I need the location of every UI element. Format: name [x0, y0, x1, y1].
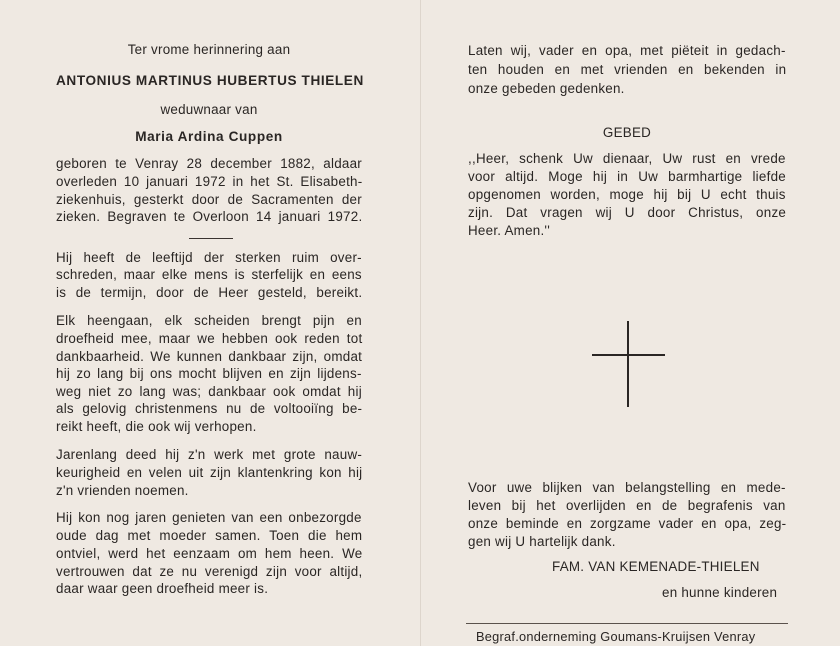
intro-line: Ter vrome herinnering aan: [127, 42, 291, 57]
bio-line: zieken. Begraven te Overloon 14 januari 1972.: [56, 209, 363, 224]
paragraph-line: vertrouwen dat ze nu verenigd zijn voor altijd,: [56, 564, 363, 579]
paragraph-line: als gelovig christenmens nu de voltooiïng be-: [56, 401, 363, 416]
thanks-line: leven bij het overlijden en de begrafenis van: [468, 498, 786, 513]
card-fold: [420, 0, 421, 646]
prayer-line: ,,Heer, schenk Uw dienaar, Uw rust en vrede: [468, 151, 786, 166]
paragraph-line: is de termijn, door de Heer gesteld, bereikt.: [56, 285, 363, 300]
footer-divider: [466, 623, 788, 624]
paragraph-line: reikt heeft, die ook wij verhopen.: [56, 419, 257, 434]
undertaker-line: Begraf.onderneming Goumans-Kruijsen Venray: [476, 629, 756, 644]
paragraph-line: ten houden en met vrienden en bekenden in: [468, 62, 787, 77]
paragraph-line: droefheid mee, maar we hebben ook reden tot: [56, 331, 363, 346]
prayer-line: zijn. Dat vragen wij U door Christus, onze: [468, 205, 787, 220]
paragraph-line: Laten wij, vader en opa, met piëteit in gedach-: [468, 43, 786, 58]
bio-line: ziekenhuis, gesterkt door de Sacramenten der: [56, 192, 362, 207]
paragraph-line: ontviel, werd het eenzaam om hem heen. We: [56, 546, 363, 561]
thanks-line: onze beminde en zorgzame vader en opa, zeg-: [468, 516, 787, 531]
family-sub: en hunne kinderen: [662, 585, 778, 600]
paragraph-line: Jarenlang deed hij z'n werk met grote nauw-: [56, 447, 363, 462]
paragraph-line: schreden, maar elke mens is sterfelijk en eens: [56, 267, 362, 282]
thanks-line: gen wij U hartelijk dank.: [468, 534, 616, 549]
paragraph-line: Elk heengaan, elk scheiden brengt pijn en: [56, 313, 362, 328]
paragraph-line: Hij kon nog jaren genieten van een onbezorgde: [56, 510, 362, 525]
family-name: FAM. VAN KEMENADE-THIELEN: [552, 559, 760, 574]
paragraph-line: dankbaarheid. We kunnen dankbaar zijn, omdat: [56, 349, 363, 364]
paragraph-line: hij zo lang bij ons mocht blijven en zijn lijdens-: [56, 366, 362, 381]
relation-line: weduwnaar van: [160, 102, 258, 117]
paragraph-line: keurigheid en velen uit zijn klantenkring kon hij: [56, 465, 363, 480]
paragraph-line: oude dag met moeder samen. Toen die hem: [56, 528, 363, 543]
bio-line: geboren te Venray 28 december 1882, aldaar: [56, 156, 362, 171]
section-rule: [189, 238, 233, 239]
spouse-name: Maria Ardina Cuppen: [135, 129, 283, 144]
paragraph-line: Hij heeft de leeftijd der sterken ruim over-: [56, 250, 362, 265]
thanks-line: Voor uwe blijken van belangstelling en mede-: [468, 480, 786, 495]
bio-line: overleden 10 januari 1972 in het St. Elisabeth-: [56, 174, 363, 189]
paragraph-line: onze gebeden gedenken.: [468, 81, 625, 96]
paragraph-line: z'n vrienden noemen.: [56, 483, 189, 498]
prayer-line: Heer. Amen.'': [468, 223, 551, 238]
prayer-line: opgenomen worden, moge hij bij U echt thuis: [468, 187, 786, 202]
paragraph-line: weg niet zo lang was; dankbaar ook omdat hij: [56, 384, 362, 399]
prayer-title: GEBED: [602, 125, 652, 140]
deceased-name: ANTONIUS MARTINUS HUBERTUS THIELEN: [56, 73, 364, 88]
paragraph-line: daar waar geen droefheid meer is.: [56, 581, 269, 596]
prayer-line: voor altijd. Moge hij in Uw barmhartige liefde: [468, 169, 786, 184]
